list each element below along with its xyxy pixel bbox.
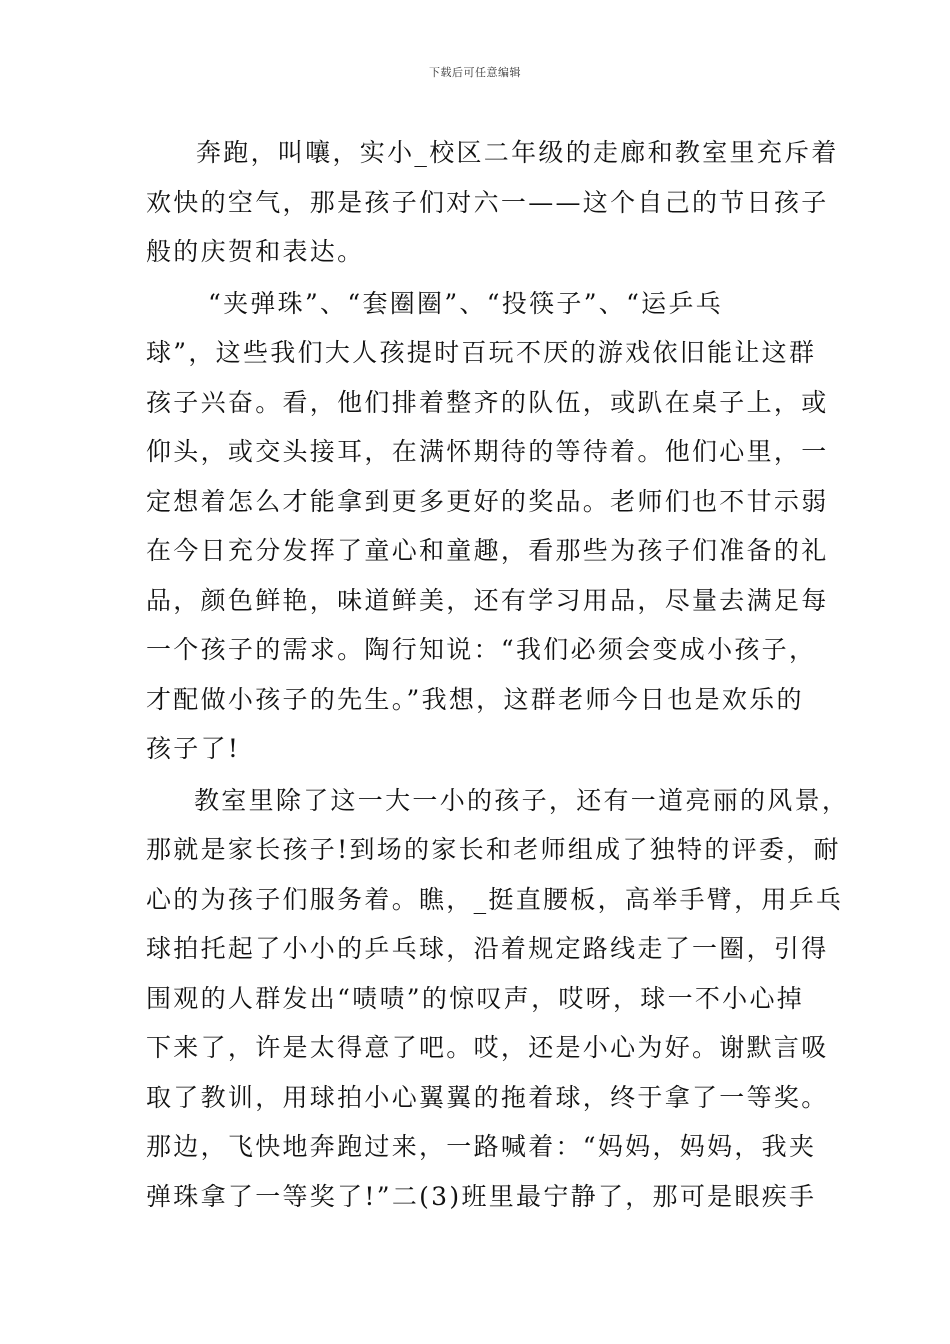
text-line: 欢快的空气，那是孩子们对六一——这个自己的节日孩子: [146, 187, 829, 217]
text-line: 下来了，许是太得意了吧。哎，还是小心为好。谢默言吸: [146, 1033, 829, 1062]
text-line: 心的为孩子们服务着。瞧，_挺直腰板，高举手臂，用乒乓: [146, 884, 844, 914]
text-line: 定想着怎么才能拿到更多更好的奖品。老师们也不甘示弱: [146, 486, 829, 516]
text-line: 一个孩子的需求。陶行知说：“我们必须会变成小孩子，: [146, 635, 817, 664]
article-body: [146, 128, 850, 1221]
text-line: “夹弹珠”、“套圈圈”、“投筷子”、“运乒乓: [208, 288, 724, 318]
page-header: 下载后可任意编辑: [429, 66, 521, 79]
text-line: 在今日充分发挥了童心和童趣，看那些为孩子们准备的礼: [146, 536, 829, 565]
text-line: 围观的人群发出“啧啧”的惊叹声，哎呀，球一不小心掉: [146, 983, 805, 1013]
text-line: 孩子兴奋。看，他们排着整齐的队伍，或趴在桌子上，或: [146, 387, 829, 417]
paragraph: [146, 776, 850, 1222]
text-line: 孩子了!: [146, 734, 241, 763]
text-line: 品，颜色鲜艳，味道鲜美，还有学习用品，尽量去满足每: [146, 585, 829, 615]
text-line: 奔跑，叫嚷，实小_校区二年级的走廊和教室里充斥着: [196, 138, 839, 167]
paragraph: [146, 128, 839, 277]
text-line: 仰头，或交头接耳，在满怀期待的等待着。他们心里，一: [146, 437, 829, 466]
text-line: 那就是家长孩子!到场的家长和老师组成了独特的评委，耐: [146, 835, 841, 864]
paragraph: [146, 279, 829, 774]
text-line: 教室里除了这一大一小的孩子，还有一道亮丽的风景，: [194, 785, 850, 815]
text-line: 取了教训，用球拍小心翼翼的拖着球，终于拿了一等奖。: [146, 1082, 829, 1112]
text-line: 才配做小孩子的先生。”我想，这群老师今日也是欢乐的: [146, 684, 804, 714]
text-line: 般的庆贺和表达。: [146, 237, 365, 266]
text-line: 弹珠拿了一等奖了!”二(3)班里最宁静了，那可是眼疾手: [146, 1181, 817, 1211]
text-line: 球拍托起了小小的乒乓球，沿着规定路线走了一圈，引得: [146, 934, 829, 963]
text-line: 那边，飞快地奔跑过来，一路喊着：“妈妈，妈妈，我夹: [146, 1132, 817, 1161]
text-line: 球”，这些我们大人孩提时百玩不厌的游戏依旧能让这群: [146, 338, 817, 367]
